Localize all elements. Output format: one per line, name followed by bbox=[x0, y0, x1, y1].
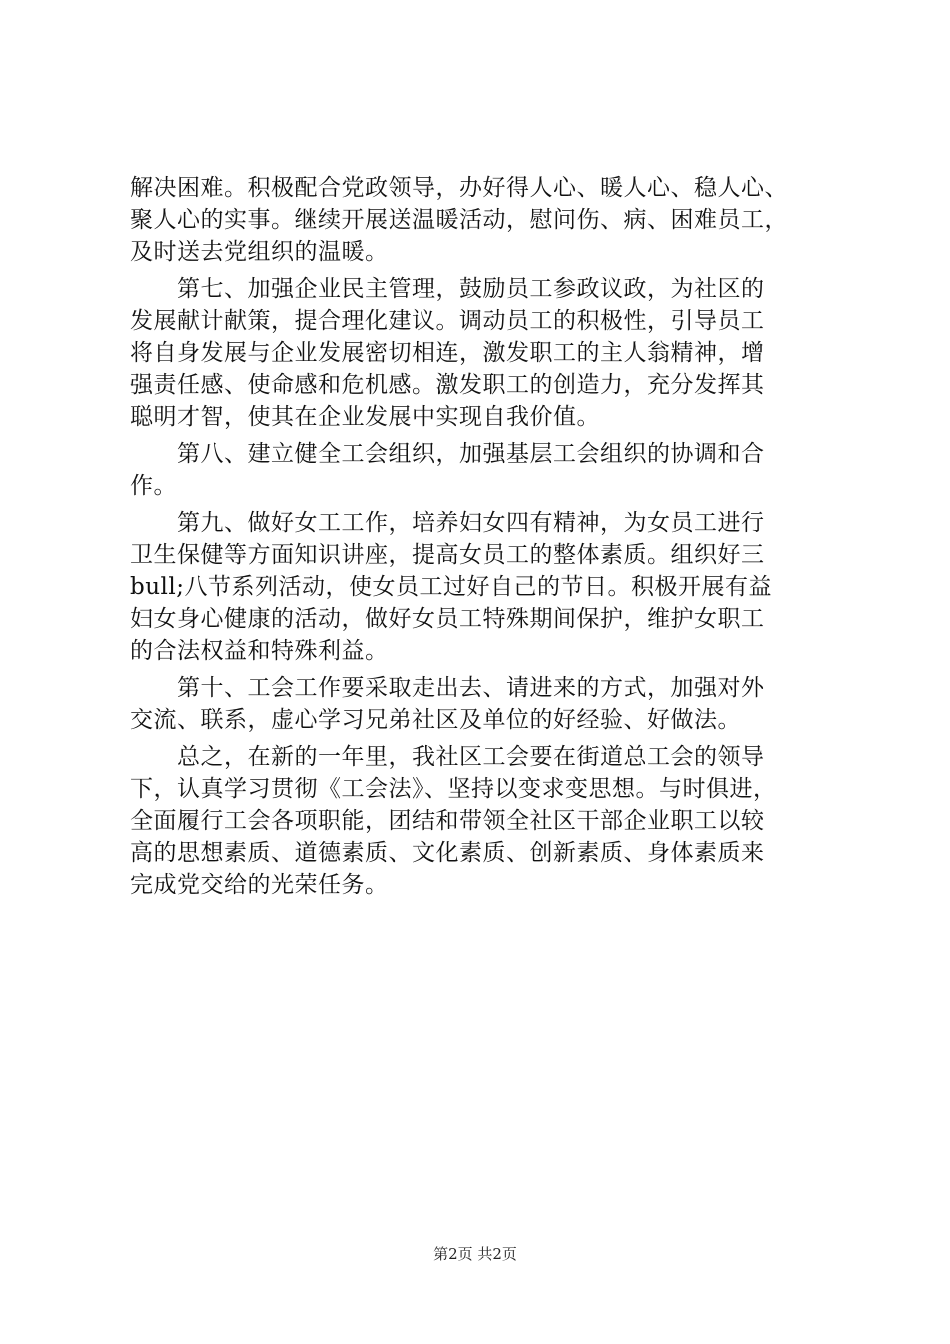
paragraph-seven-start: 第七、加强企业民主管理，鼓励员工参政议政，为社区的 bbox=[130, 276, 765, 302]
paragraph-nine-start: 第九、做好女工工作，培养妇女四有精神，为女员工进行 bbox=[130, 510, 765, 536]
text-line: 将自身发展与企业发展密切相连，激发职工的主人翁精神，增 bbox=[130, 340, 765, 366]
conclusion-paragraph-start: 总之，在新的一年里，我社区工会要在街道总工会的领导 bbox=[130, 744, 765, 770]
paragraph-eight-start: 第八、建立健全工会组织，加强基层工会组织的协调和合 bbox=[130, 441, 765, 467]
page-footer: 第2页 共2页 bbox=[433, 1245, 517, 1263]
text-line: 全面履行工会各项职能，团结和带领全社区干部企业职工以较 bbox=[130, 808, 765, 834]
text-line: 及时送去党组织的温暖。 bbox=[130, 239, 389, 265]
text-line: 强责任感、使命感和危机感。激发职工的创造力，充分发挥其 bbox=[130, 372, 765, 398]
text-line: 作。 bbox=[130, 473, 177, 499]
document-body bbox=[130, 172, 830, 901]
text-line: 妇女身心健康的活动，做好女员工特殊期间保护，维护女职工 bbox=[130, 606, 765, 632]
text-line: 解决困难。积极配合党政领导，办好得人心、暖人心、稳人心、 bbox=[130, 175, 788, 201]
text-line: 聚人心的实事。继续开展送温暖活动，慰问伤、病、困难员工， bbox=[130, 207, 788, 233]
text-line: 下，认真学习贯彻《工会法》、坚持以变求变思想。与时俱进， bbox=[130, 776, 777, 802]
text-line: 发展献计献策，提合理化建议。调动员工的积极性，引导员工 bbox=[130, 308, 765, 334]
paragraph-ten-start: 第十、工会工作要采取走出去、请进来的方式，加强对外 bbox=[130, 675, 765, 701]
text-line: 的合法权益和特殊利益。 bbox=[130, 638, 389, 664]
text-line: 卫生保健等方面知识讲座，提高女员工的整体素质。组织好三 bbox=[130, 542, 765, 568]
text-line: 完成党交给的光荣任务。 bbox=[130, 872, 389, 898]
text-line: bull;八节系列活动，使女员工过好自己的节日。积极开展有益 bbox=[130, 574, 772, 600]
text-line: 交流、联系，虚心学习兄弟社区及单位的好经验、好做法。 bbox=[130, 707, 741, 733]
text-line: 聪明才智，使其在企业发展中实现自我价值。 bbox=[130, 404, 600, 430]
text-line: 高的思想素质、道德素质、文化素质、创新素质、身体素质来 bbox=[130, 840, 765, 866]
